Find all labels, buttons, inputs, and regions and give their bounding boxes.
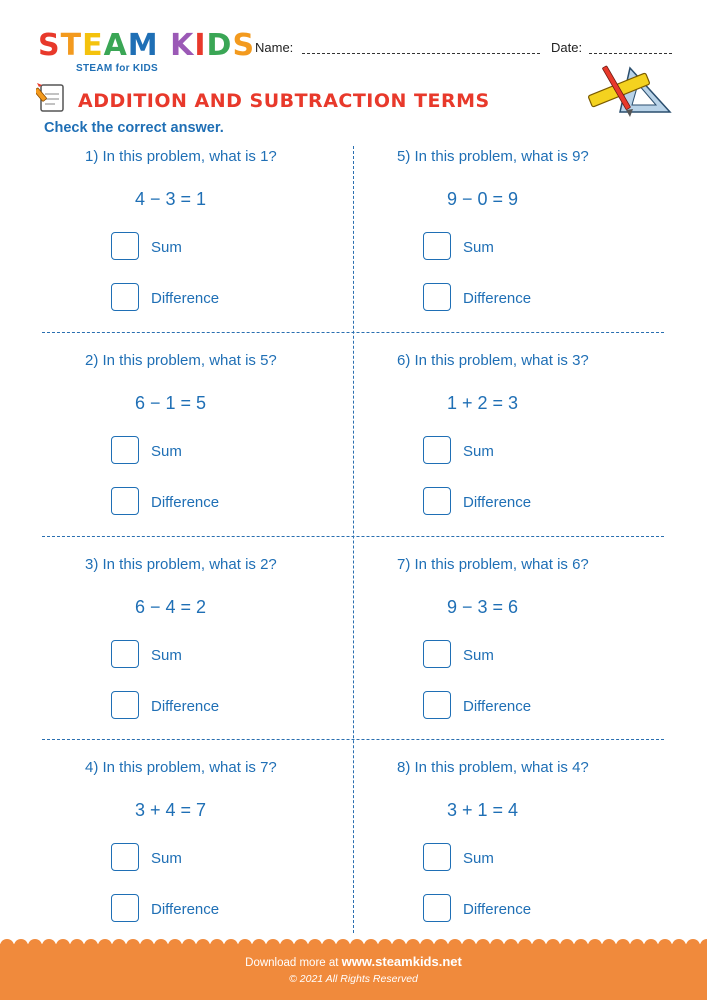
problem-question: 1) In this problem, what is 1? [85,148,277,165]
problem-question: 4) In this problem, what is 7? [85,759,277,776]
sum-checkbox[interactable] [111,640,139,668]
difference-label: Difference [463,901,532,918]
instructions: Check the correct answer. [44,120,224,136]
logo-letter: I [194,28,207,63]
date-label: Date: [551,40,583,55]
sum-label: Sum [151,443,182,460]
footer-site-link[interactable]: www.steamkids.net [341,954,462,969]
sum-checkbox[interactable] [423,843,451,871]
difference-checkbox[interactable] [111,894,139,922]
logo-tagline: STEAM for KIDS [76,63,158,74]
problem-equation: 9 − 3 = 6 [447,597,519,617]
difference-checkbox[interactable] [423,691,451,719]
logo-letter: E [82,28,104,63]
problem-question: 2) In this problem, what is 5? [85,352,277,369]
problem-question: 6) In this problem, what is 3? [397,352,589,369]
difference-label: Difference [151,698,220,715]
name-label: Name: [255,40,294,55]
problem-equation: 1 + 2 = 3 [447,393,519,413]
problem-equation: 9 − 0 = 9 [447,189,519,209]
footer-download-text [0,954,707,969]
problem-question: 8) In this problem, what is 4? [397,759,589,776]
date-field[interactable] [589,53,672,54]
problem-equation: 3 + 1 = 4 [447,800,519,820]
logo-letter: A [103,28,128,63]
sum-checkbox[interactable] [423,640,451,668]
logo-letter: S [38,28,61,63]
difference-checkbox[interactable] [423,283,451,311]
row-divider-1 [42,332,664,333]
sum-label: Sum [151,850,182,867]
sum-checkbox[interactable] [423,232,451,260]
logo-letters [38,28,256,63]
difference-checkbox[interactable] [111,283,139,311]
difference-label: Difference [151,494,220,511]
problem-equation: 3 + 4 = 7 [135,800,207,820]
steam-kids-logo [38,28,256,74]
sum-label: Sum [463,443,494,460]
problem-question: 7) In this problem, what is 6? [397,556,589,573]
problem-question: 5) In this problem, what is 9? [397,148,589,165]
vertical-divider [353,146,354,933]
difference-checkbox[interactable] [111,487,139,515]
difference-label: Difference [463,698,532,715]
sum-checkbox[interactable] [111,843,139,871]
footer-copyright: © 2021 All Rights Reserved [289,973,418,985]
difference-label: Difference [151,901,220,918]
difference-checkbox[interactable] [423,894,451,922]
footer-bar [0,944,707,1000]
name-field[interactable] [302,53,540,54]
logo-letter: M [127,28,159,63]
sum-label: Sum [463,647,494,664]
logo-letter: K [170,28,195,63]
problem-question: 3) In this problem, what is 2? [85,556,277,573]
ruler-triangle-icon [580,60,676,120]
sum-checkbox[interactable] [111,436,139,464]
sum-checkbox[interactable] [111,232,139,260]
problem-equation: 6 − 4 = 2 [135,597,207,617]
problem-equation: 4 − 3 = 1 [135,189,207,209]
worksheet-title: ADDITION AND SUBTRACTION TERMS [78,90,490,112]
footer-download-prefix: Download more at [245,957,342,969]
difference-label: Difference [151,290,220,307]
clipboard-pencil-icon [36,80,70,114]
row-divider-3 [42,739,664,740]
row-divider-2 [42,536,664,537]
sum-label: Sum [151,239,182,256]
logo-letter [159,28,170,63]
logo-letter: T [60,28,83,63]
logo-letter: S [232,28,256,63]
difference-label: Difference [463,290,532,307]
difference-checkbox[interactable] [111,691,139,719]
problem-equation: 6 − 1 = 5 [135,393,207,413]
logo-letter: D [206,28,233,63]
sum-label: Sum [151,647,182,664]
sum-checkbox[interactable] [423,436,451,464]
sum-label: Sum [463,239,494,256]
difference-checkbox[interactable] [423,487,451,515]
sum-label: Sum [463,850,494,867]
difference-label: Difference [463,494,532,511]
